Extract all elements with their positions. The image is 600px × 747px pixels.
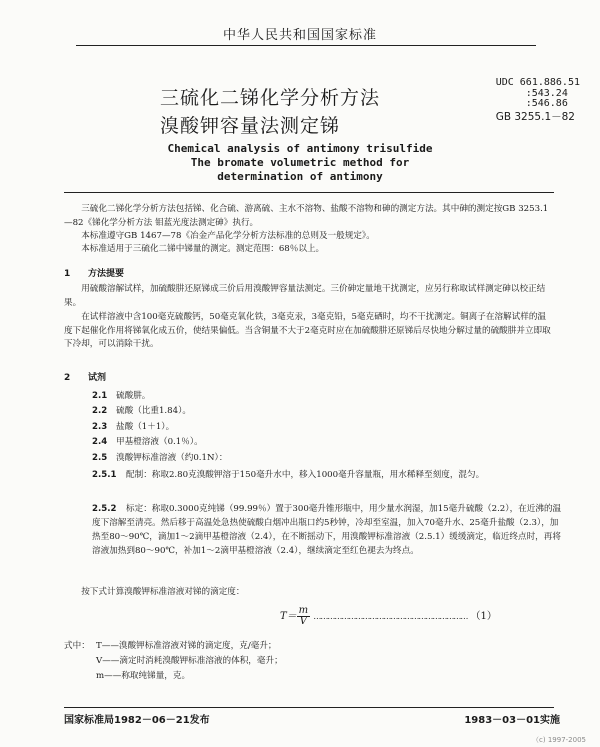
reagent-subitem-standardization: [92, 502, 562, 558]
legend-V: V——滴定时消耗溴酸钾标准溶液的体积，毫升；: [96, 656, 283, 666]
title-cn-line1: 三硫化二锑化学分析方法: [160, 87, 381, 109]
formula-fraction: [297, 606, 310, 627]
formula-numerator: m: [298, 605, 309, 616]
header-rule: [76, 45, 536, 46]
formula-denominator: V: [299, 616, 308, 627]
title-rule: [64, 192, 554, 193]
issuing-organization: 中华人民共和国国家标准: [222, 28, 377, 43]
reagent-subitem-preparation: [92, 468, 562, 482]
footer-rule: [64, 707, 554, 708]
section-2-heading: [64, 372, 554, 386]
item-number: 2.5: [92, 453, 108, 463]
item-text: 标定：称取0.3000克纯锑（99.99％）置于300毫升锥形瓶中，用少量水润湿，加15毫升硫酸（2.2），在近沸的温度下溶解至清亮。然后移于高温处急热使硫酸白烟冲出瓶口约5秒钟，冷却至室温，加入70毫升水、25毫升盐酸（2.3），加热至80～90℃，滴加1～2滴甲基橙溶液（2.4），在不断摇动下，用溴酸钾标准溶液（2.5.1）缓缓滴定，临近终点时，再将溶液加热到80～90℃，补加1～2滴甲基橙溶液（2.4），继续滴定至红色褪去为终点。: [92, 504, 562, 556]
item-text: 配制：称取2.80克溴酸钾溶于150毫升水中，移入1000毫升容量瓶，用水稀释至刻度，混匀。: [126, 470, 485, 480]
udc-code: UDC 661.886.51: [495, 77, 580, 88]
title-en-line2: The bromate volumetric method for: [190, 156, 410, 169]
section-title: 方法提要: [88, 269, 125, 279]
item-number: 2.3: [92, 422, 108, 432]
title-cn-line2: 溴酸钾容量法测定锑: [160, 115, 341, 137]
section-number: 1: [64, 269, 71, 279]
legend-m: m——称取纯锑量，克。: [96, 671, 191, 681]
reagent-item: [92, 452, 562, 465]
reagent-item: [92, 436, 562, 449]
section-1-paragraph-1: 用硫酸溶解试样，加硫酸肼还原锑成三价后用溴酸钾容量法测定。三价砷定量地干扰测定，应另行称取试样测定砷以校正结果。: [64, 284, 546, 308]
reagent-item: [92, 405, 562, 418]
intro-paragraph-range: 本标准适用于三硫化二锑中锑量的测定。测定范围：68％以上。: [81, 244, 325, 254]
formula-legend-intro: 式中：: [64, 641, 90, 651]
item-number: 2.1: [92, 391, 108, 401]
udc-code-3: :546.86: [525, 98, 568, 109]
intro-paragraph-compliance: 本标准遵守GB 1467—78《冶金产品化学分析方法标准的总则及一般规定》。: [81, 231, 375, 241]
section-1-heading: [64, 268, 554, 282]
reagent-item: [92, 390, 562, 403]
item-text: 硫酸肼。: [116, 391, 151, 401]
item-text: 硫酸（比重1.84）。: [116, 406, 191, 416]
item-number: 2.2: [92, 406, 108, 416]
formula-lhs: T＝: [280, 611, 297, 622]
udc-block: [496, 78, 580, 122]
section-1-paragraph-2: 在试样溶液中含100毫克硫酸钙，50毫克氧化铁，3毫克汞，3毫克铅，5毫克硒时，均不干扰测定。铜离子在溶解试样的温度下起催化作用将锑氧化成五价，使结果偏低。当含铜量不大于2毫克时应在加硫酸肼还原锑后尽快地分解过量的硫酸肼并立即取下冷却，可以消除干扰。: [64, 312, 551, 349]
issue-date: 国家标准局1982－06－21发布: [64, 715, 210, 726]
formula-leader: …………………………………………………………: [313, 612, 468, 621]
section-title: 试剂: [88, 373, 107, 383]
gb-standard-number: GB 3255.1－82: [495, 110, 575, 123]
item-text: 甲基橙溶液（0.1％）。: [116, 437, 203, 447]
udc-code-2: :543.24: [525, 87, 568, 99]
title-en-line3: determination of antimony: [217, 170, 383, 183]
item-text: 盐酸（1＋1）。: [116, 422, 175, 432]
equation-number: （1）: [470, 611, 497, 622]
copyright-stamp: （c) 1997-2005: [532, 736, 586, 744]
item-number: 2.4: [92, 437, 108, 447]
section-number: 2: [64, 373, 71, 383]
title-en-line1: Chemical analysis of antimony trisulfide: [167, 142, 433, 155]
titer-formula: [280, 606, 570, 627]
legend-T: T——溴酸钾标准溶液对锑的滴定度，克/毫升；: [96, 641, 277, 651]
item-text: 溴酸钾标准溶液（约0.1N）：: [116, 453, 228, 463]
reagent-item: [92, 421, 562, 434]
intro-paragraph-scope: 三硫化二锑化学分析方法包括锑、化合硫、游离硫、主水不溶物、盐酸不溶物和砷的测定方法。其中砷的测定按GB 3253.1—82《锑化学分析方法 钼蓝光度法测定砷》执行。: [64, 204, 549, 228]
item-number: 2.5.2: [92, 504, 117, 514]
calculation-intro: 按下式计算溴酸钾标准溶液对锑的滴定度：: [81, 587, 245, 597]
item-number: 2.5.1: [92, 470, 117, 480]
effective-date: 1983－03－01实施: [464, 715, 560, 726]
